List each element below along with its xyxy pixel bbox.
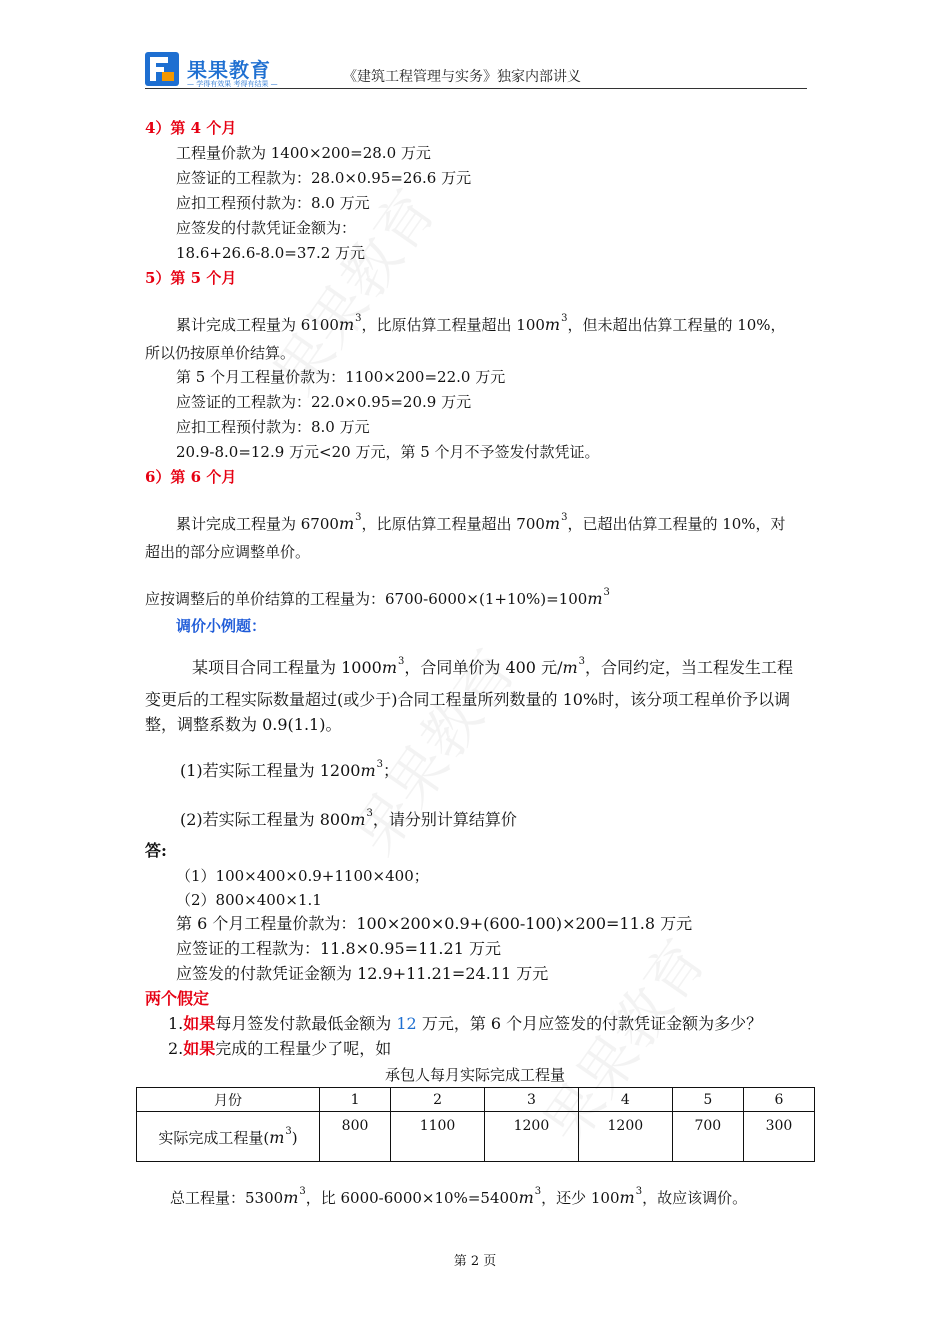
table-cell: 800	[320, 1112, 391, 1162]
unit-exp: 3	[355, 512, 362, 523]
month5-line: 20.9-8.0=12.9 万元<20 万元，第 5 个月不予签发付款凭证。	[176, 443, 600, 461]
unit-exp: 3	[534, 1186, 542, 1197]
unit-m: m	[283, 1188, 299, 1207]
keyword: 如果	[183, 1014, 216, 1033]
keyword: 如果	[183, 1039, 216, 1058]
text: 实际完成工程量(	[158, 1128, 270, 1147]
page-number: 第 2 页	[453, 1254, 497, 1269]
text: ，请分别计算结算价	[372, 810, 517, 829]
table-header-row	[137, 1088, 815, 1112]
unit-m: m	[544, 315, 561, 334]
answer-line: 应签发的付款凭证金额为 12.9+11.21=24.11 万元	[176, 964, 549, 983]
unit-m: m	[518, 1188, 534, 1207]
unit-m: m	[381, 658, 397, 677]
header-cell: 3	[484, 1088, 578, 1112]
month5-line	[176, 309, 786, 335]
table-caption: 承包人每月实际完成工程量	[384, 1066, 565, 1084]
answer-heading: 答:	[145, 841, 167, 860]
item-number: 1.	[168, 1014, 184, 1033]
text: ，合同约定，当工程发生工程	[585, 658, 794, 677]
unit-m: m	[338, 315, 355, 334]
text: 万元，第 6 个月应签发的付款凭证金额为多少？	[416, 1014, 763, 1033]
text: 某项目合同工程量为 1000	[192, 658, 382, 677]
month4-line: 应签证的工程款为：28.0×0.95=26.6 万元	[176, 169, 472, 187]
table-row	[137, 1112, 815, 1162]
header-cell: 2	[391, 1088, 485, 1112]
text: 完成的工程量少了呢，如	[215, 1039, 392, 1058]
unit-exp: 3	[578, 656, 586, 667]
text: 每月签发付款最低金额为	[215, 1014, 397, 1033]
unit-m: m	[587, 589, 603, 608]
page-header	[145, 52, 807, 89]
month6-line	[145, 583, 610, 609]
header-cell: 6	[743, 1088, 814, 1112]
unit-exp: 3	[561, 512, 568, 523]
text: 应按调整后的单价结算的工程量为：6700-6000×(1+10%)=100	[145, 590, 588, 608]
brand-slogan: — 学得有效果 考得有结果 —	[187, 80, 278, 88]
text: ，比 6000-6000×10%=5400	[305, 1189, 519, 1207]
month4-line: 18.6+26.6-8.0=37.2 万元	[176, 244, 366, 262]
assumptions-heading: 两个假定	[145, 989, 210, 1008]
month5-heading: 5）第 5 个月	[145, 269, 237, 287]
brand-name: 果果教育	[187, 58, 271, 82]
text: ，合同单价为 400 元/	[404, 658, 563, 677]
header-title: 《建筑工程管理与实务》独家内部讲义	[343, 69, 581, 85]
unit-m: m	[338, 514, 355, 533]
unit-m: m	[544, 514, 561, 533]
unit-exp: 3	[376, 759, 384, 770]
text: ，还少 100	[541, 1189, 620, 1207]
table-cell: 300	[743, 1112, 814, 1162]
answer-line: （1）100×400×0.9+1100×400；	[176, 867, 429, 885]
unit-m: m	[350, 810, 366, 829]
month6-line: 超出的部分应调整单价。	[145, 543, 311, 561]
unit-exp: 3	[299, 1186, 306, 1197]
row-label	[137, 1112, 320, 1162]
table-cell: 1200	[578, 1112, 672, 1162]
example-para: 整，调整系数为 0.9(1.1)。	[145, 715, 342, 734]
text: )	[291, 1128, 298, 1147]
assumption-item	[168, 1039, 391, 1059]
text: 总工程量：5300	[170, 1189, 284, 1207]
table-cell: 1100	[391, 1112, 485, 1162]
header-cell: 5	[672, 1088, 743, 1112]
text: 累计完成工程量为 6100	[176, 316, 339, 334]
text: (2)若实际工程量为 800	[180, 810, 351, 829]
text: ，比原估算工程量超出 700	[361, 515, 545, 533]
header-cell: 月份	[137, 1088, 320, 1112]
header-cell: 4	[578, 1088, 672, 1112]
month4-line: 应签发的付款凭证金额为：	[176, 219, 357, 237]
unit-exp: 3	[366, 808, 373, 819]
summary-line	[170, 1182, 747, 1208]
unit-m: m	[619, 1188, 635, 1207]
unit-m: m	[269, 1127, 285, 1147]
answer-line: 第 6 个月工程量价款为：100×200×0.9+(600-100)×200=11.8 万元	[176, 914, 693, 933]
month5-line: 第 5 个月工程量价款为：1100×200=22.0 万元	[176, 368, 506, 386]
text: 累计完成工程量为 6700	[176, 515, 339, 533]
month6-heading: 6）第 6 个月	[145, 468, 237, 486]
answer-line: 应签证的工程款为：11.8×0.95=11.21 万元	[176, 939, 501, 958]
answer-line: （2）800×400×1.1	[176, 891, 322, 909]
unit-exp: 3	[285, 1125, 292, 1137]
brand-logo-icon	[145, 52, 179, 86]
unit-exp: 3	[561, 313, 568, 324]
month6-line	[176, 508, 786, 534]
unit-exp: 3	[397, 656, 405, 667]
example-question	[180, 804, 517, 830]
assumption-item	[168, 1014, 762, 1034]
example-para	[192, 652, 793, 678]
quantity-table	[136, 1087, 815, 1162]
unit-exp: 3	[635, 1186, 643, 1197]
unit-m: m	[562, 658, 578, 677]
month4-heading: 4）第 4 个月	[145, 119, 237, 137]
text: ，比原估算工程量超出 100	[361, 316, 545, 334]
header-cell: 1	[320, 1088, 391, 1112]
highlight-value: 12	[396, 1014, 417, 1033]
unit-m: m	[360, 761, 376, 780]
month5-line: 所以仍按原单价结算。	[145, 344, 296, 362]
month5-line: 应扣工程预付款为：8.0 万元	[176, 418, 370, 436]
table-cell: 700	[672, 1112, 743, 1162]
unit-exp: 3	[355, 313, 362, 324]
text: (1)若实际工程量为 1200	[180, 761, 361, 780]
text: ，但未超出估算工程量的 10%，	[567, 316, 786, 334]
text: ，故应该调价。	[642, 1189, 748, 1207]
example-heading: 调价小例题：	[176, 617, 267, 635]
text: ；	[383, 761, 400, 780]
month4-line: 工程量价款为 1400×200=28.0 万元	[176, 144, 431, 162]
text: ，已超出估算工程量的 10%，对	[567, 515, 786, 533]
month4-line: 应扣工程预付款为：8.0 万元	[176, 194, 370, 212]
unit-exp: 3	[603, 587, 610, 598]
item-number: 2.	[168, 1039, 184, 1058]
month5-line: 应签证的工程款为：22.0×0.95=20.9 万元	[176, 393, 472, 411]
example-question	[180, 755, 399, 781]
example-para: 变更后的工程实际数量超过(或少于)合同工程量所列数量的 10%时，该分项工程单价予以调	[145, 690, 791, 709]
table-cell: 1200	[484, 1112, 578, 1162]
